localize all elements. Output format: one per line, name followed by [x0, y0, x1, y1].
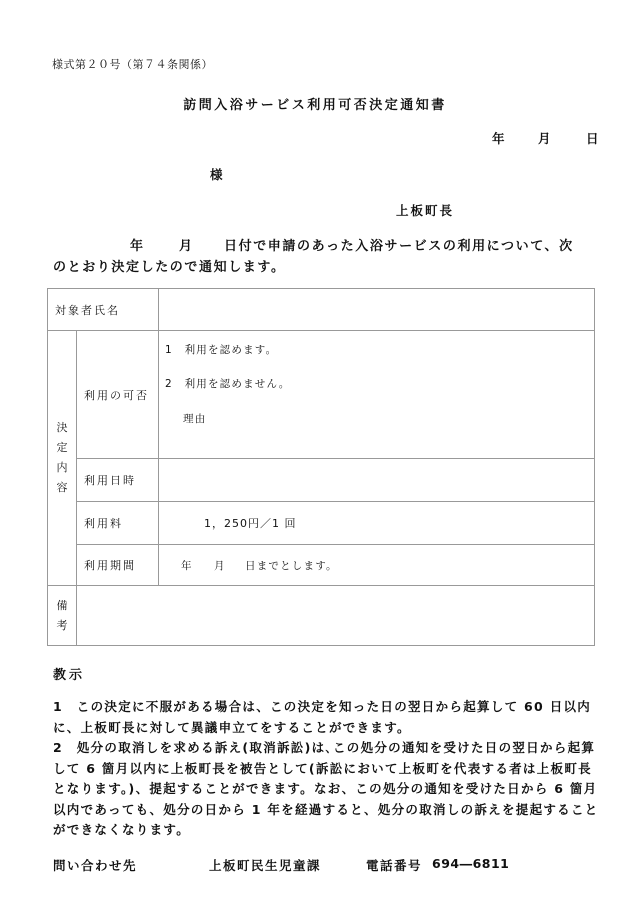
decision-table — [47, 288, 595, 646]
remarks-label: 備 考 — [48, 586, 77, 646]
datetime-label: 利用日時 — [77, 459, 159, 502]
period-month: 月 — [214, 560, 226, 572]
document-title: 訪問入浴サービス利用可否決定通知書 — [183, 98, 447, 113]
contact-department: 上板町民生児童課 — [209, 858, 322, 873]
availability-field[interactable] — [159, 331, 595, 459]
date-day: 日 — [586, 131, 599, 146]
period-year: 年 — [181, 560, 193, 572]
date-month: 月 — [538, 131, 551, 146]
form-number: 様式第２０号（第７４条関係） — [52, 58, 213, 71]
date-year: 年 — [492, 131, 505, 146]
period-label: 利用期間 — [77, 545, 159, 586]
fee-label: 利用料 — [77, 502, 159, 545]
contact-phone-number: 694―6811 — [432, 856, 510, 871]
option-approve[interactable]: 1 利用を認めます。 — [165, 344, 278, 356]
intro-line2: のとおり決定したので通知します。 — [53, 260, 286, 275]
period-rest: 日までとします。 — [245, 560, 338, 572]
issuer-name: 上板町長 — [396, 203, 455, 218]
reason-label: 理由 — [183, 413, 207, 425]
instruction-title: 教示 — [53, 668, 86, 683]
subject-name-label: 対象者氏名 — [48, 289, 159, 331]
recipient-suffix: 様 — [210, 167, 223, 182]
contact-phone-label: 電話番号 — [366, 858, 423, 873]
option-deny[interactable]: 2 利用を認めません。 — [165, 378, 291, 390]
availability-label: 利用の可否 — [77, 331, 159, 459]
remarks-field[interactable] — [77, 586, 595, 646]
period-field[interactable] — [159, 545, 595, 586]
subject-name-field[interactable] — [159, 289, 595, 331]
fee-value: 1，250円／1 回 — [159, 502, 595, 545]
contact-label: 問い合わせ先 — [53, 858, 138, 873]
decision-content-label: 決 定 内 容 — [48, 331, 77, 586]
intro-month: 月 — [179, 239, 194, 254]
intro-line1: 日付で申請のあった入浴サービスの利用について、次 — [224, 239, 574, 254]
instruction-item-2: 2 処分の取消しを求める訴え(取消訴訟)は､この処分の通知を受けた日の翌日から起算して 6 箇月以内に上板町長を被告として(訴訟において上板町を代表する者は上板町長となります。)、提起することができます。なお、この処分の通知を受けた日から 6 箇月以内であっても、処分の日から 1 年を経過すると、処分の取消しの訴えを提起することができなくなります。 — [53, 740, 599, 837]
instruction-item-1: 1 この決定に不服がある場合は、この決定を知った日の翌日から起算して 60 日以内に、上板町長に対して異議申立てをすることができます。 — [53, 699, 592, 735]
datetime-field[interactable] — [159, 459, 595, 502]
intro-year: 年 — [130, 239, 145, 254]
